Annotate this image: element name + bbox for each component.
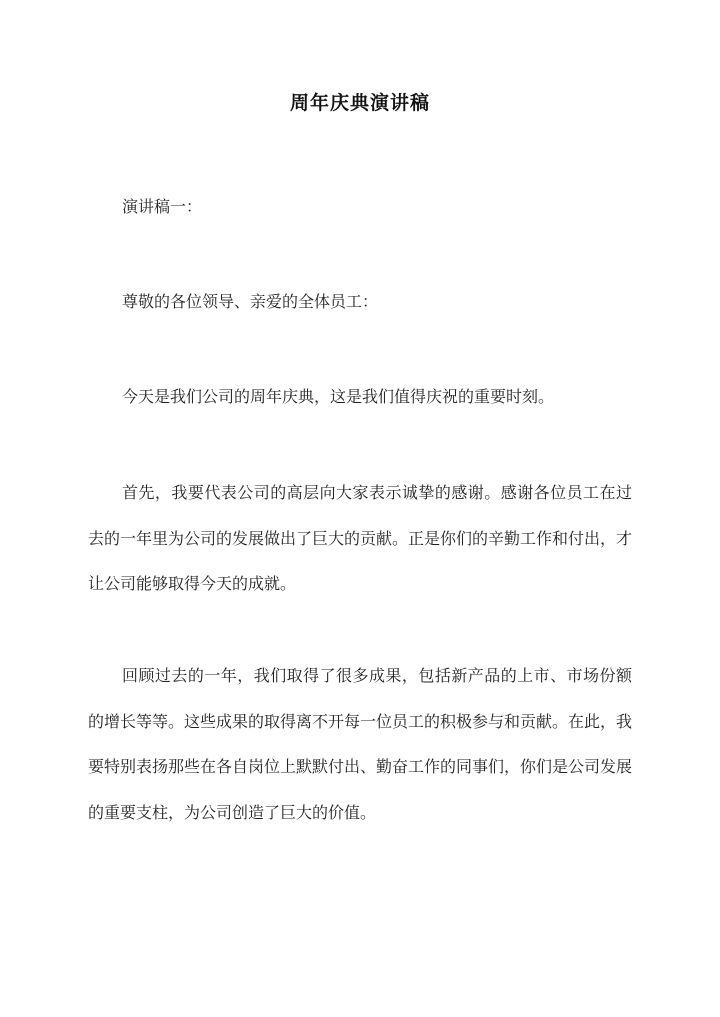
body-paragraph-2: 首先，我要代表公司的高层向大家表示诚挚的感谢。感谢各位员工在过去的一年里为公司的发展做出了巨大的贡献。正是你们的辛勤工作和付出，才让公司能够取得今天的成就。 [88, 483, 633, 593]
greeting-paragraph: 尊敬的各位领导、亲爱的全体员工： [122, 292, 379, 311]
document-title: 周年庆典演讲稿 [289, 92, 430, 114]
body-paragraph-1: 今天是我们公司的周年庆典，这是我们值得庆祝的重要时刻。 [122, 387, 555, 406]
speech-label: 演讲稿一： [122, 197, 203, 216]
body-paragraph-3: 回顾过去的一年，我们取得了很多成果，包括新产品的上市、市场份额的增长等等。这些成果的取得离不开每一位员工的积极参与和贡献。在此，我要特别表扬那些在各自岗位上默默付出、勤奋工作的同事们，你们是公司发展的重要支柱，为公司创造了巨大的价值。 [88, 666, 633, 822]
